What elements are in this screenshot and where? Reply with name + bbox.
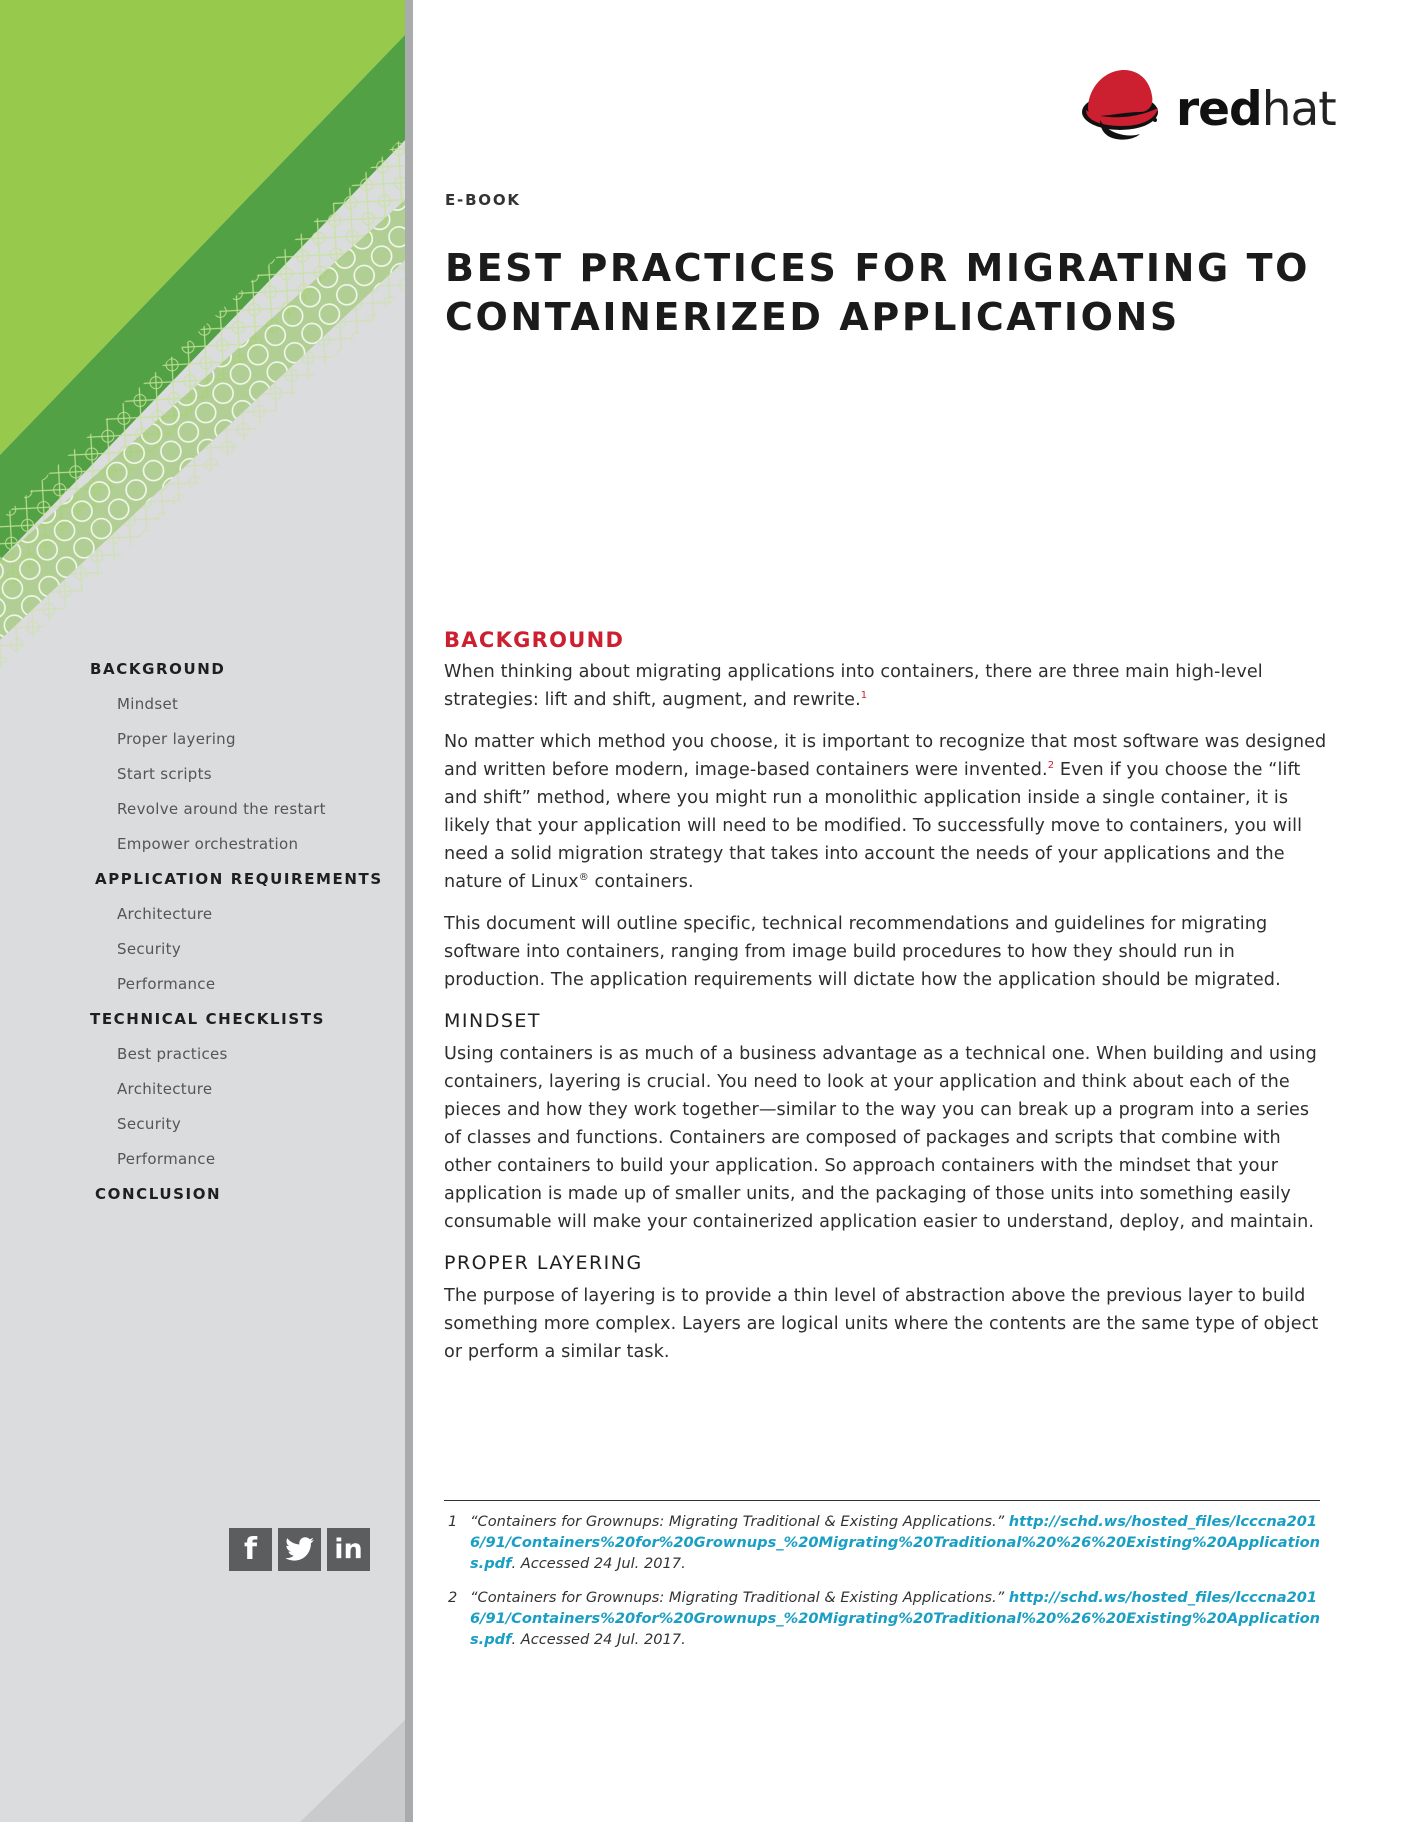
background-paragraph-2: No matter which method you choose, it is important to recognize that most software was designed and written before modern, image-based containers were invented.$^2$ Even if you choose the “lift and shift” method, where you might run a monolithic application inside a single container, it is likely that your application will need to be modified. To successfully move to containers, you will need a solid migration strategy that takes into account the needs of your applications and the nature of Linux® containers. [444,732,1327,892]
page-title-line-2: CONTAINERIZED APPLICATIONS [445,295,1180,339]
toc-item-checklist-performance[interactable]: Performance [117,1150,216,1168]
toc-item-checklist-security[interactable]: Security [117,1115,181,1133]
brand-name-light: hat [1261,82,1336,137]
social-icons [229,1528,370,1572]
footnote-ref-1[interactable]: 1 [860,690,868,701]
document-type-label: E-BOOK [445,191,521,209]
footnote-link[interactable]: http://schd.ws/hosted_files/lcccna2016/91/Containers%20for%20Grownups_%20Migrating%20Traditional%20%26%20Existing%20Applications.pdf [470,1589,1321,1648]
footnote-link[interactable]: http://schd.ws/hosted_files/lcccna2016/91/Containers%20for%20Grownups_%20Migrating%20Traditional%20%26%20Existing%20Applications.pdf [470,1513,1321,1572]
twitter-icon[interactable] [278,1528,321,1571]
sidebar [0,0,405,1822]
section-heading-mindset: MINDSET [444,1010,542,1032]
toc-item-empower-orchestration[interactable]: Empower orchestration [117,835,299,853]
registered-mark: ® [578,872,589,883]
footnote-1: 1 “Containers for Grownups: Migrating Traditional & Existing Applications.” http://schd.ws/hosted_files/lcccna2016/91/Containers%20for%20Grownups_%20Migrating%20Traditional%20%26%20Existing%20Applications.pdf. Accessed 24 Jul. 2017. [448,1513,1321,1572]
brand-wordmark [1176,80,1336,140]
facebook-icon[interactable]: f [229,1528,272,1571]
sidebar-divider [405,0,413,1822]
toc-item-proper-layering[interactable]: Proper layering [117,730,236,748]
layering-paragraph: The purpose of layering is to provide a thin level of abstraction above the previous layer to build something more complex. Layers are logical units where the contents are the same type of object or perform a similar task. [444,1286,1319,1362]
toc-item-checklist-architecture[interactable]: Architecture [117,1080,213,1098]
mindset-paragraph: Using containers is as much of a business advantage as a technical one. When building and using containers, layering is crucial. You need to look at your application and think about each of the pieces and how they work together—similar to the way you can break up a program into a series of classes and functions. Containers are composed of packages and scripts that combine with other containers to build your application. So approach containers with the mindset that your application is made up of smaller units, and the packaging of those units into something easily consumable will make your containerized application easier to understand, deploy, and maintain. [444,1044,1317,1232]
footnotes [444,1511,1324,1663]
toc-item-architecture[interactable]: Architecture [117,905,213,923]
section-heading-proper-layering: PROPER LAYERING [444,1252,643,1274]
toc-item-technical-checklists[interactable]: TECHNICAL CHECKLISTS [90,1010,325,1028]
background-paragraph-3: This document will outline specific, technical recommendations and guidelines for migrating software into containers, ranging from image build procedures to how they should run in production. The application requirements will dictate how the application should be migrated. [444,914,1281,990]
toc-item-conclusion[interactable]: CONCLUSION [95,1185,222,1203]
table-of-contents [0,652,405,1212]
toc-item-mindset[interactable]: Mindset [117,695,179,713]
toc-item-best-practices[interactable]: Best practices [117,1045,228,1063]
page-title-line-1: BEST PRACTICES FOR MIGRATING TO [445,246,1311,290]
footnote-number: 2 [448,1589,458,1606]
footnote-2: 2 “Containers for Grownups: Migrating Traditional & Existing Applications.” http://schd.ws/hosted_files/lcccna2016/91/Containers%20for%20Grownups_%20Migrating%20Traditional%20%26%20Existing%20Applications.pdf. Accessed 24 Jul. 2017. [448,1589,1321,1648]
brand-name-bold: red [1176,82,1262,137]
toc-item-security[interactable]: Security [117,940,181,958]
sidebar-corner-decoration [0,1720,405,1822]
linkedin-icon[interactable]: in [327,1528,370,1571]
toc-item-start-scripts[interactable]: Start scripts [117,765,212,783]
footnote-number: 1 [448,1513,458,1530]
footnote-ref-2[interactable]: 2 [1047,760,1055,771]
footnote-divider [444,1500,1320,1501]
toc-item-revolve-around-restart[interactable]: Revolve around the restart [117,800,326,818]
section-heading-background: BACKGROUND [444,628,625,652]
toc-item-performance[interactable]: Performance [117,975,216,993]
toc-item-application-requirements[interactable]: APPLICATION REQUIREMENTS [95,870,383,888]
page-title [445,244,1345,342]
sidebar-decorative-art [0,0,405,700]
main-content [444,626,1329,1380]
toc-item-background[interactable]: BACKGROUND [90,660,226,678]
background-paragraph-1: When thinking about migrating applications into containers, there are three main high-level strategies: lift and shift, augment, and rewrite.$^1$ [444,662,1263,710]
